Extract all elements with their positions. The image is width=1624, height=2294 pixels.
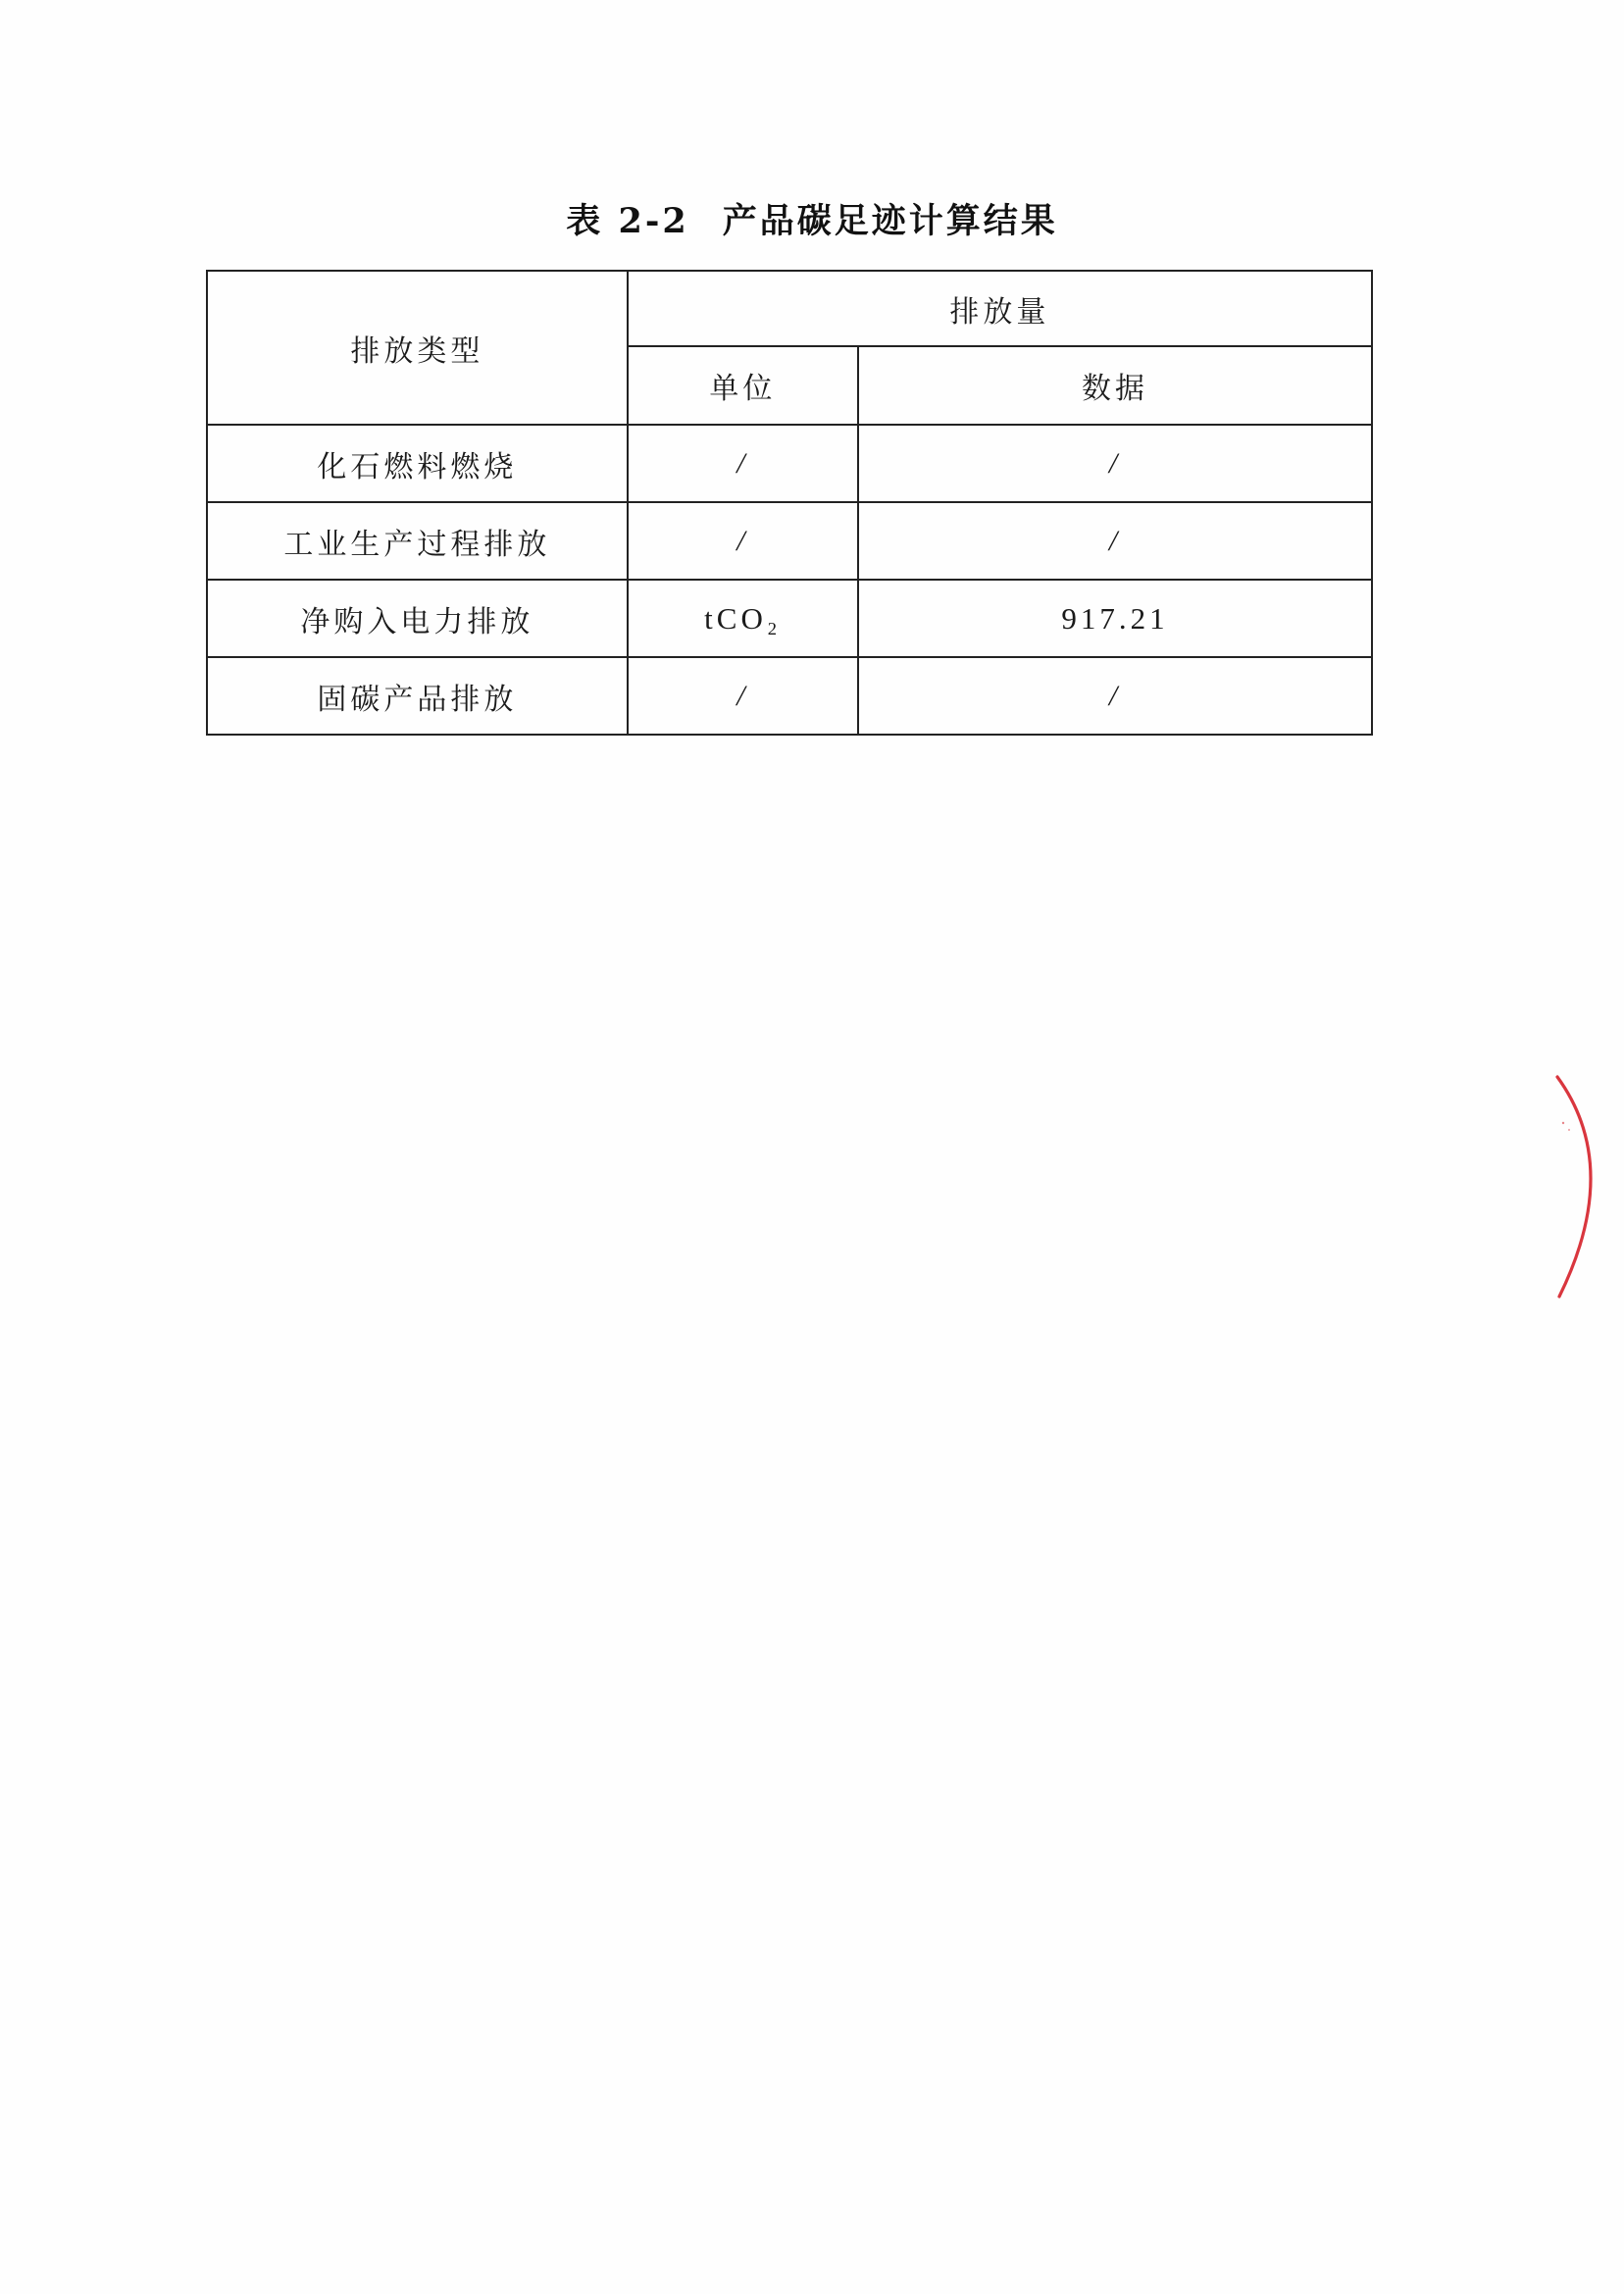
header-emission-amount: 排放量 (628, 271, 1372, 346)
red-seal-partial-icon (1491, 1069, 1624, 1304)
row-data: / (858, 502, 1372, 580)
row-data: 917.21 (858, 580, 1372, 657)
table-row (207, 502, 1372, 580)
row-data: / (858, 425, 1372, 502)
row-type: 净购入电力排放 (207, 580, 628, 657)
row-type: 工业生产过程排放 (207, 502, 628, 580)
row-data: / (858, 657, 1372, 735)
row-unit: / (628, 657, 858, 735)
table-row (207, 580, 1372, 657)
row-type: 固碳产品排放 (207, 657, 628, 735)
row-unit: / (628, 425, 858, 502)
table-caption (0, 194, 1624, 243)
row-unit: tCO₂ (628, 580, 858, 657)
carbon-footprint-table (206, 270, 1373, 736)
header-emission-type: 排放类型 (207, 271, 628, 425)
header-unit: 单位 (628, 346, 858, 425)
table-header-row (207, 271, 1372, 346)
table-row (207, 657, 1372, 735)
row-type: 化石燃料燃烧 (207, 425, 628, 502)
table-title: 产品碳足迹计算结果 (722, 201, 1058, 241)
row-unit: / (628, 502, 858, 580)
table-number: 表 2-2 (566, 201, 689, 241)
table-row (207, 425, 1372, 502)
header-data: 数据 (858, 346, 1372, 425)
